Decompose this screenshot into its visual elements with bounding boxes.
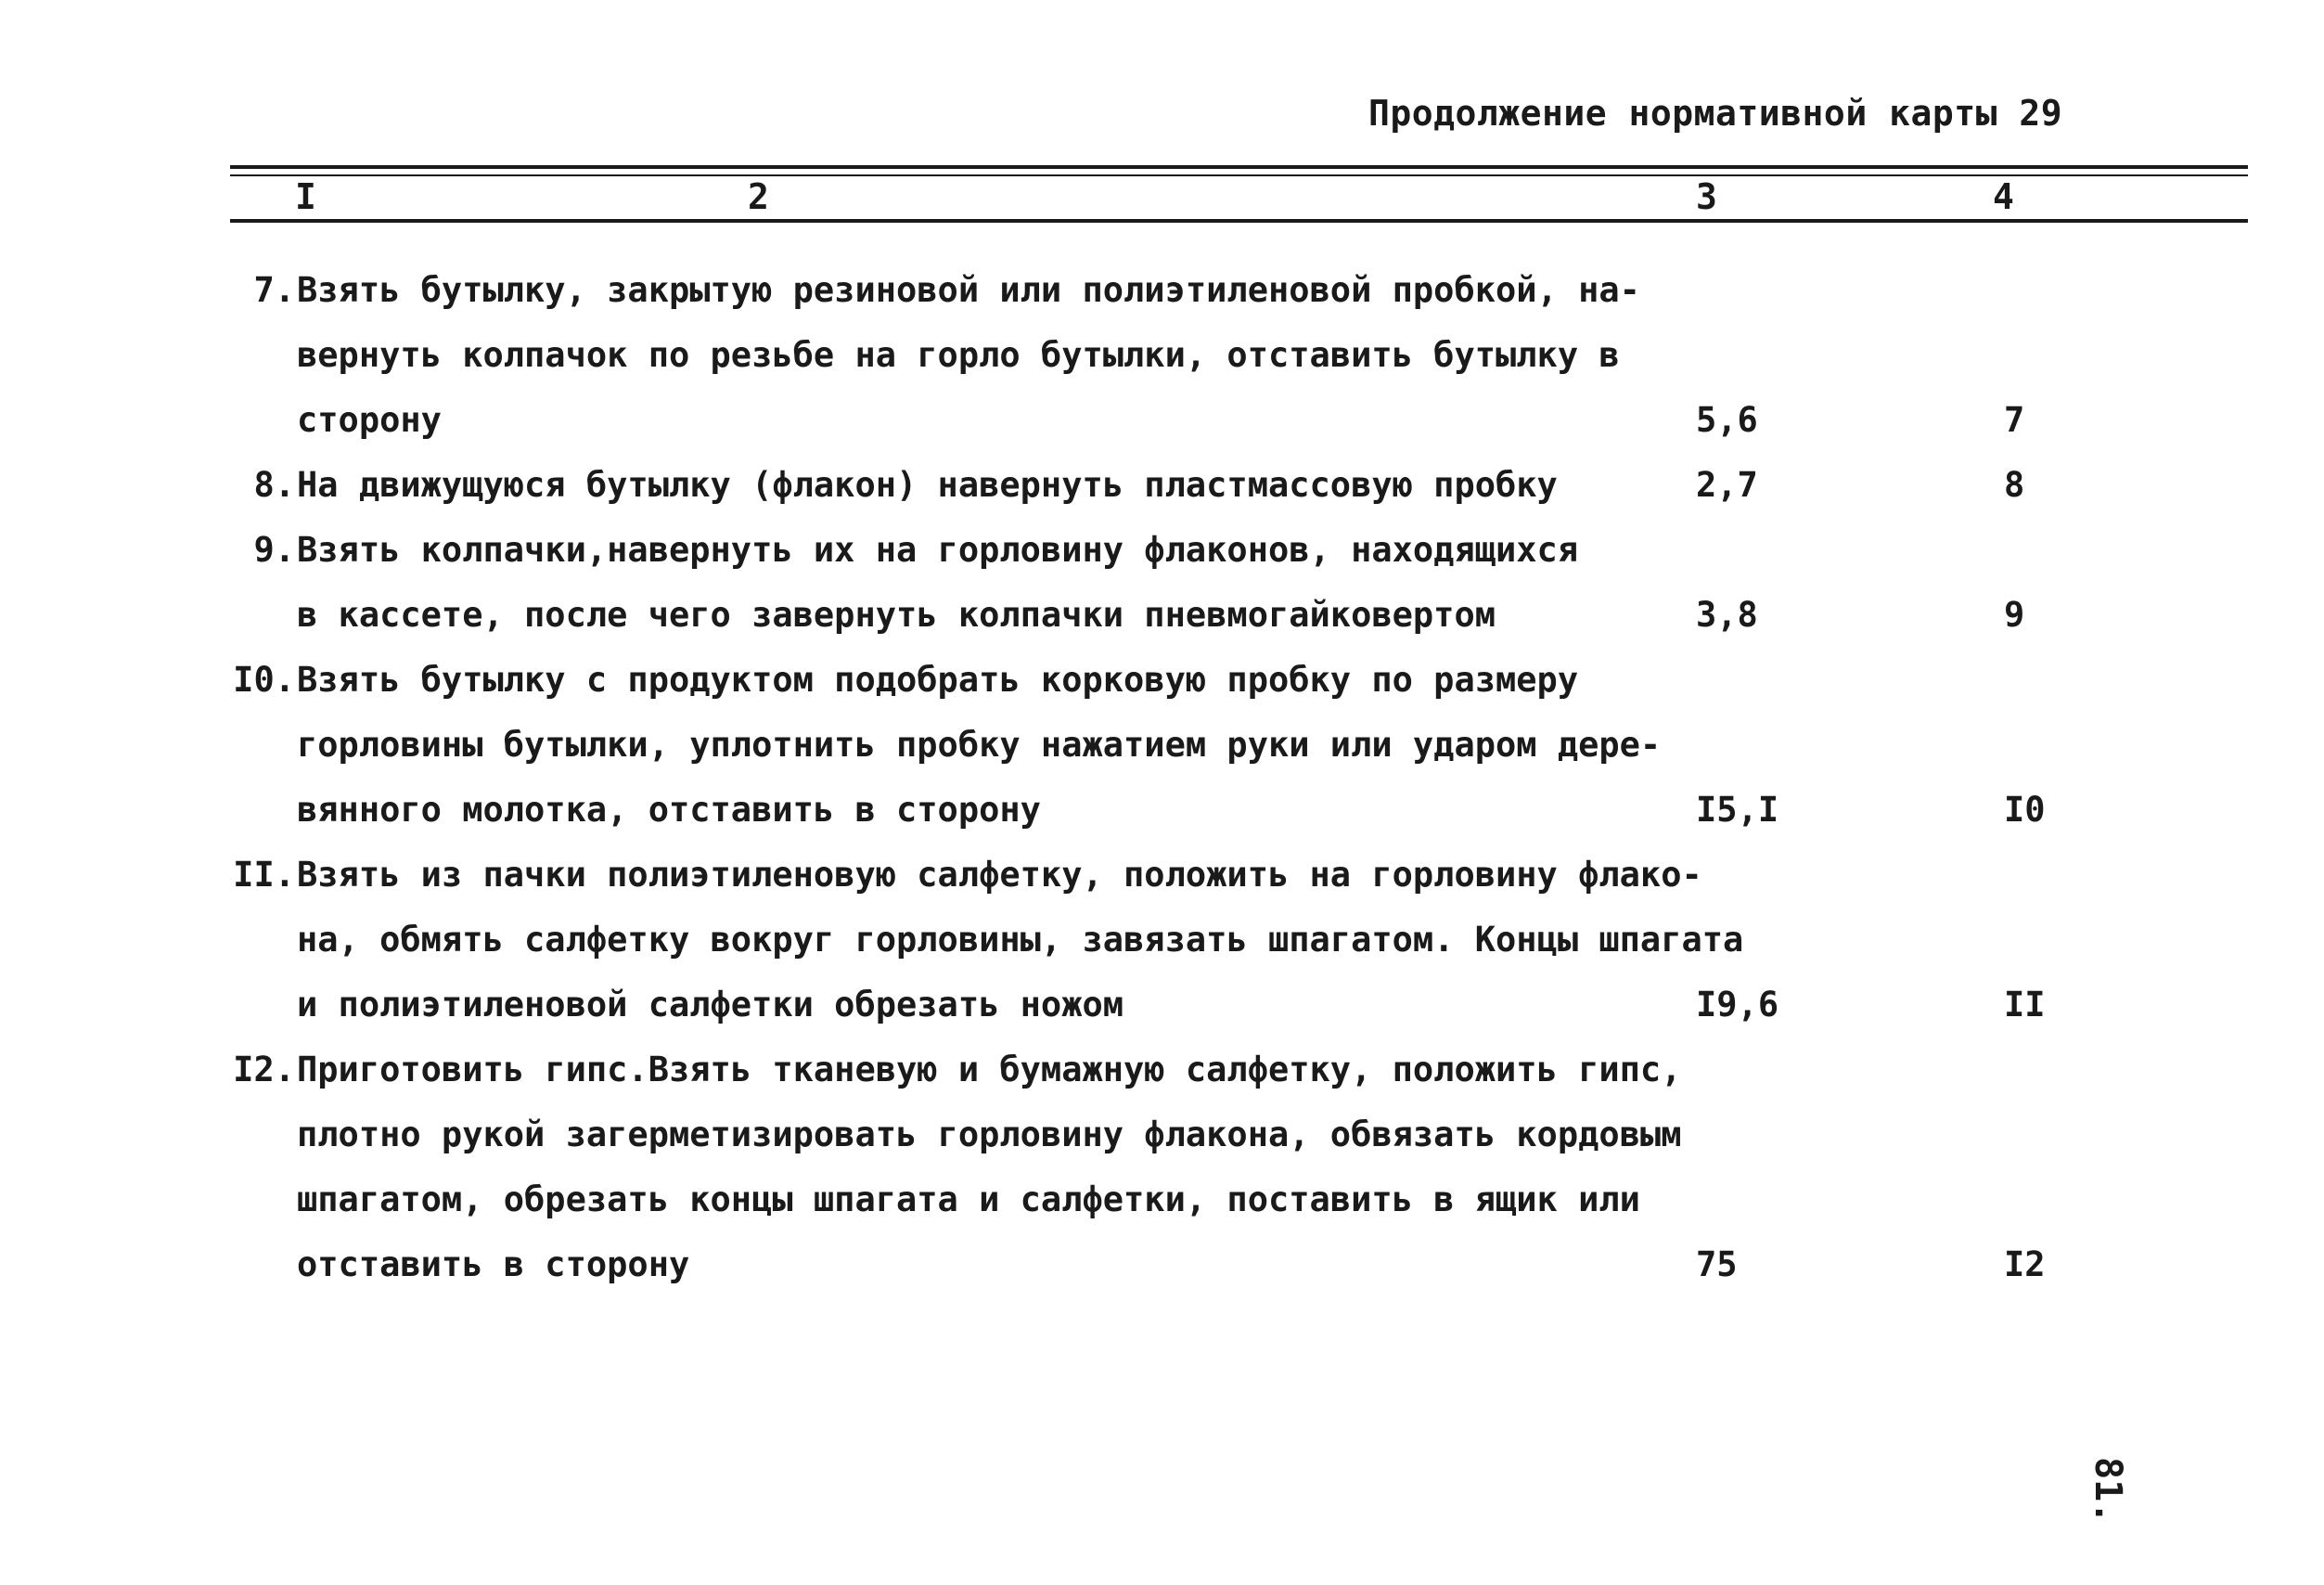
table-row-line — [0, 583, 2324, 648]
row-text: в кассете, после чего завернуть колпачки пневмогайковертом — [297, 595, 1496, 635]
table-row — [0, 843, 2324, 1037]
row-value-col3: I9,6 — [1696, 985, 1779, 1024]
column-header-2: 2 — [748, 176, 769, 217]
table-header-rule — [230, 219, 2248, 223]
table-row-line — [0, 1037, 2324, 1102]
table-row-line — [0, 1232, 2324, 1297]
row-value-col4: 8 — [2004, 465, 2025, 505]
row-value-col3: 2,7 — [1696, 465, 1758, 505]
row-text: Взять бутылку с продуктом подобрать корковую пробку по размеру — [297, 660, 1579, 700]
row-number: 9. — [253, 530, 295, 570]
row-value-col4: I2 — [2004, 1244, 2046, 1284]
row-text: на, обмять салфетку вокруг горловины, завязать шпагатом. Концы шпагата — [297, 920, 1744, 960]
row-text: сторону — [297, 400, 442, 440]
row-number: 7. — [253, 270, 295, 310]
table-row-line — [0, 648, 2324, 713]
row-text: вянного молотка, отставить в сторону — [297, 790, 1041, 830]
row-number: 8. — [253, 465, 295, 505]
table-row-line — [0, 908, 2324, 973]
row-text: отставить в сторону — [297, 1244, 690, 1284]
table-row-line — [0, 1102, 2324, 1167]
table-row-line — [0, 518, 2324, 583]
row-text: горловины бутылки, уплотнить пробку нажатием руки или ударом дере- — [297, 725, 1662, 765]
column-header-1: I — [295, 176, 316, 217]
row-text: шпагатом, обрезать концы шпагата и салфетки, поставить в ящик или — [297, 1179, 1640, 1219]
page-number: 81. — [2086, 1457, 2129, 1525]
column-header-3: 3 — [1696, 176, 1717, 217]
row-value-col4: II — [2004, 985, 2046, 1024]
row-number: I2. — [233, 1050, 295, 1089]
table-row — [0, 518, 2324, 648]
table-row-line — [0, 778, 2324, 843]
table-row-line — [0, 453, 2324, 518]
column-header-4: 4 — [1993, 176, 2014, 217]
table-row-line — [0, 388, 2324, 453]
row-value-col4: 9 — [2004, 595, 2025, 635]
row-value-col3: 5,6 — [1696, 400, 1758, 440]
row-text: плотно рукой загерметизировать горловину флакона, обвязать кордовым — [297, 1115, 1682, 1154]
row-text: На движущуюся бутылку (флакон) навернуть пластмассовую пробку — [297, 465, 1558, 505]
table-row-line — [0, 843, 2324, 908]
row-text: Приготовить гипс.Взять тканевую и бумажную салфетку, положить гипс, — [297, 1050, 1682, 1089]
table-body — [0, 258, 2324, 1297]
row-text: и полиэтиленовой салфетки обрезать ножом — [297, 985, 1124, 1024]
table-row-line — [0, 323, 2324, 388]
table-row-line — [0, 1167, 2324, 1232]
row-number: I0. — [233, 660, 295, 700]
row-value-col3: I5,I — [1696, 790, 1779, 830]
table-row-line — [0, 713, 2324, 778]
row-value-col3: 3,8 — [1696, 595, 1758, 635]
row-text: Взять из пачки полиэтиленовую салфетку, положить на горловину флако- — [297, 855, 1702, 895]
table-top-rule — [230, 165, 2248, 169]
table-row-line — [0, 258, 2324, 323]
table-row — [0, 1037, 2324, 1297]
row-value-col4: 7 — [2004, 400, 2025, 440]
page-title: Продолжение нормативной карты 29 — [1368, 93, 2063, 134]
row-value-col4: I0 — [2004, 790, 2046, 830]
row-number: II. — [233, 855, 295, 895]
row-text: Взять колпачки,навернуть их на горловину флаконов, находящихся — [297, 530, 1579, 570]
row-text: Взять бутылку, закрытую резиновой или полиэтиленовой пробкой, на- — [297, 270, 1640, 310]
table-row — [0, 453, 2324, 518]
row-text: вернуть колпачок по резьбе на горло бутылки, отставить бутылку в — [297, 335, 1620, 375]
table-top-rule-thin — [230, 174, 2248, 176]
table-row — [0, 648, 2324, 843]
table-row-line — [0, 973, 2324, 1037]
row-value-col3: 75 — [1696, 1244, 1738, 1284]
table-row — [0, 258, 2324, 453]
